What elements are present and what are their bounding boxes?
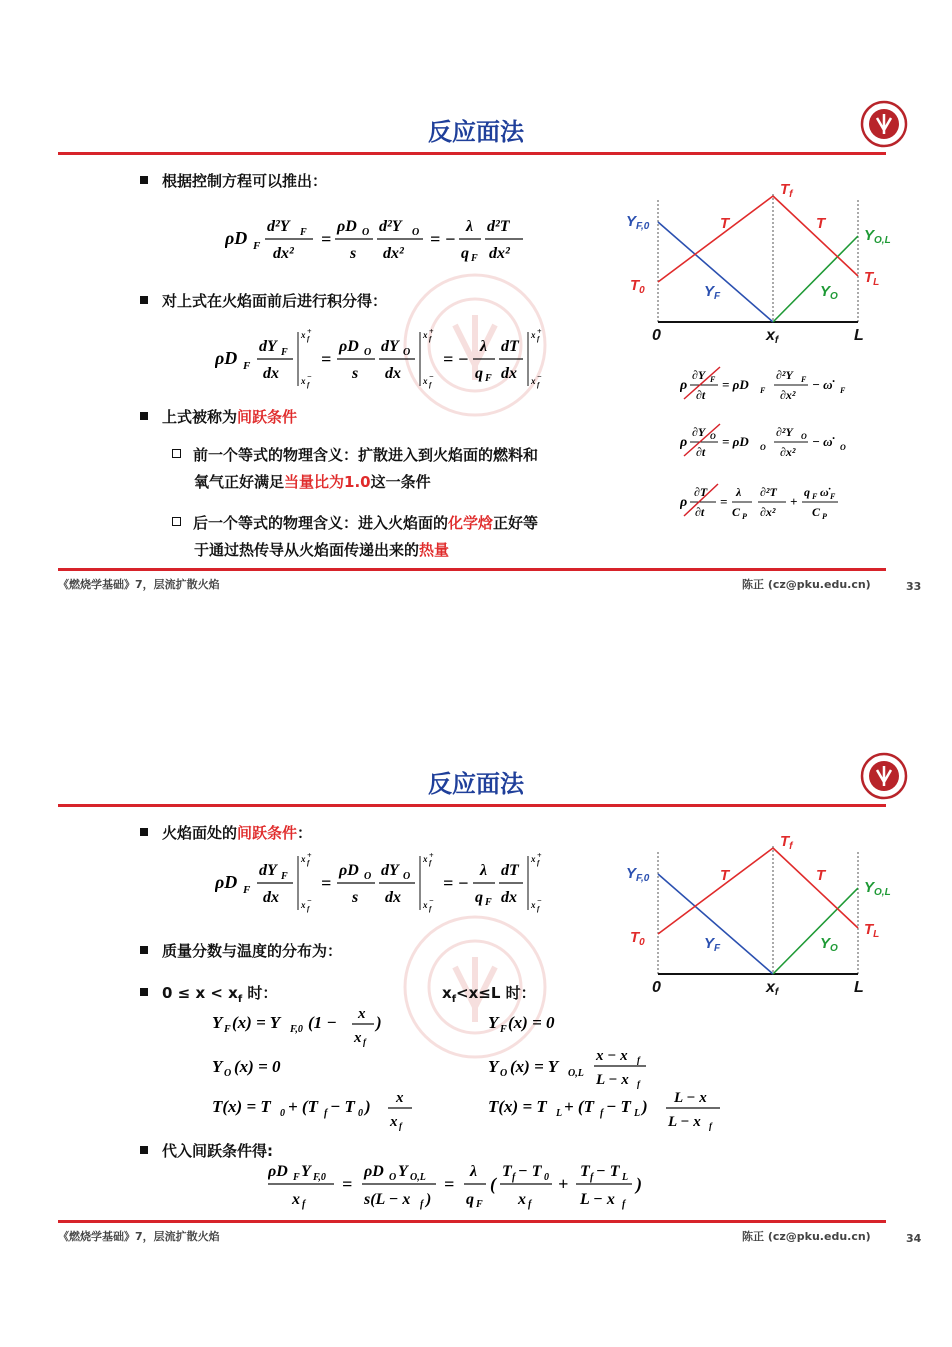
svg-text:− T: − T <box>596 1163 620 1180</box>
svg-text:YO: $Y_O$ <box>820 283 838 302</box>
svg-text:f: f <box>590 1172 594 1183</box>
flame-profile-diagram <box>620 830 900 998</box>
pku-logo <box>860 752 908 800</box>
svg-text:(1 −: (1 − <box>308 1013 337 1032</box>
svg-text:x: x <box>301 900 306 910</box>
svg-text:Y: Y <box>488 1057 499 1076</box>
footer-course: 《燃烧学基础》7，层流扩散火焰 <box>58 1230 220 1243</box>
svg-text:f: f <box>528 1199 532 1210</box>
svg-text:∂x²: ∂x² <box>780 445 796 459</box>
svg-text:f: f <box>307 335 310 343</box>
svg-text:+: + <box>307 851 312 860</box>
svg-text:x: x <box>390 1114 398 1130</box>
svg-text:f: f <box>429 335 432 343</box>
svg-text:q: q <box>466 1191 474 1208</box>
svg-text:T(x) = T: T(x) = T <box>212 1097 271 1116</box>
svg-text:(x) = 0: (x) = 0 <box>508 1013 555 1032</box>
svg-text:x: x <box>423 900 428 910</box>
svg-text:F: F <box>293 1172 300 1183</box>
svg-text:F: F <box>830 492 836 501</box>
svg-text:F: F <box>485 373 492 384</box>
pku-logo <box>860 100 908 148</box>
flame-profile-diagram <box>620 178 900 346</box>
svg-text:(: ( <box>490 1174 496 1194</box>
svg-text:=: = <box>342 1174 353 1194</box>
svg-text:O: O <box>840 443 846 452</box>
side-eq-yo <box>680 420 860 472</box>
svg-text:): ) <box>636 1174 642 1194</box>
svg-text:dx²: dx² <box>273 245 294 262</box>
svg-text:dx: dx <box>501 365 517 382</box>
svg-text:T: T <box>720 867 730 884</box>
svg-text:∂²Y: ∂²Y <box>776 368 793 382</box>
svg-text:f: f <box>637 1079 640 1089</box>
svg-text:x: x <box>518 1191 526 1208</box>
svg-text:f: f <box>307 859 310 867</box>
svg-text:x: x <box>292 1191 300 1208</box>
svg-text:T: T <box>580 1163 590 1180</box>
equation-1 <box>225 205 535 269</box>
svg-text:+: + <box>429 851 434 860</box>
svg-text:x: x <box>301 376 306 386</box>
svg-text:f: f <box>307 905 310 913</box>
svg-text:ρD: ρD <box>339 862 359 879</box>
svg-text:x: x <box>301 854 306 864</box>
svg-text:F: F <box>812 492 818 501</box>
svg-text:f: f <box>363 1037 366 1047</box>
svg-text:+ (T: + (T <box>564 1097 594 1116</box>
svg-text:= −: = − <box>443 873 469 893</box>
svg-text:∂Y: ∂Y <box>692 368 706 382</box>
svg-text:f: f <box>537 859 540 867</box>
svg-text:q: q <box>475 365 483 382</box>
svg-text:ρD: ρD <box>215 872 238 892</box>
svg-text:x: x <box>301 330 306 340</box>
svg-text:− ω̇: − ω̇ <box>812 377 833 392</box>
svg-text:f: f <box>622 1199 626 1210</box>
svg-text:): ) <box>642 1097 648 1116</box>
svg-text:O: O <box>362 227 370 238</box>
title-rule <box>58 804 886 807</box>
svg-text:TL: $T_L$ <box>864 921 880 940</box>
svg-text:Y: Y <box>212 1013 223 1032</box>
svg-text:Y: Y <box>398 1163 408 1180</box>
svg-text:−: − <box>537 896 542 905</box>
svg-text:x: x <box>354 1030 362 1046</box>
svg-text:dx: dx <box>263 365 279 382</box>
svg-text:s: s <box>352 889 359 906</box>
svg-text:T0: $T_0$ <box>630 277 645 296</box>
svg-text:O: O <box>389 1172 397 1183</box>
svg-text:ρ: ρ <box>680 378 688 393</box>
final-equation <box>268 1154 658 1220</box>
svg-text:ρ: ρ <box>680 435 688 450</box>
svg-text:x: x <box>358 1006 366 1022</box>
slide-34 <box>0 652 952 1292</box>
svg-text:∂²Y: ∂²Y <box>776 425 793 439</box>
svg-text:O: O <box>403 347 411 358</box>
svg-text:x: x <box>396 1090 404 1106</box>
svg-text:dY: dY <box>381 338 399 355</box>
svg-text:d²T: d²T <box>487 218 510 235</box>
svg-text:T: T <box>502 1163 512 1180</box>
svg-text:q: q <box>475 889 483 906</box>
svg-text:YO: $Y_O$ <box>820 935 838 954</box>
svg-text:YO,L: $Y_{O,L}$ <box>864 879 891 898</box>
svg-text:O: O <box>760 443 766 452</box>
svg-text:f: f <box>420 1199 424 1210</box>
right-condition: $x_f<x\le L$ 时： <box>442 984 536 1005</box>
svg-text:ρD: ρD <box>337 218 357 235</box>
svg-text:∂t: ∂t <box>696 388 706 402</box>
svg-text:O: O <box>412 227 420 238</box>
svg-text:− T: − T <box>330 1097 355 1116</box>
bullet-1: 火焰面处的间跃条件： <box>140 822 312 843</box>
svg-text:YO,L: $Y_{O,L}$ <box>864 227 891 246</box>
svg-text:dY: dY <box>381 862 399 879</box>
svg-text:): ) <box>365 1097 371 1116</box>
svg-text:λ: λ <box>736 485 742 499</box>
svg-text:f: f <box>324 1108 328 1119</box>
svg-text:f: f <box>429 381 432 389</box>
svg-text:O: O <box>500 1068 508 1079</box>
svg-text:F: F <box>471 253 478 264</box>
svg-text:=: = <box>720 494 728 509</box>
svg-text:0: 0 <box>652 327 661 344</box>
footer-rule <box>58 568 886 571</box>
svg-text:): ) <box>376 1013 382 1032</box>
footer-author: 陈正 (cz@pku.edu.cn) <box>742 578 871 591</box>
svg-text:T(x) = T: T(x) = T <box>488 1097 547 1116</box>
svg-text:O: O <box>224 1068 232 1079</box>
svg-text:+ (T: + (T <box>288 1097 318 1116</box>
svg-text:s: s <box>352 365 359 382</box>
svg-text:L − x: L − x <box>596 1072 629 1088</box>
svg-text:F: F <box>760 386 766 395</box>
svg-text:x − x: x − x <box>596 1048 628 1064</box>
svg-text:L: L <box>854 327 864 344</box>
svg-text:L: L <box>854 979 864 996</box>
svg-text:=: = <box>321 229 332 249</box>
svg-text:= ρD: = ρD <box>722 434 749 449</box>
svg-text:f: f <box>709 1121 712 1131</box>
side-eq-yf <box>680 363 860 415</box>
svg-text:L: L <box>622 1172 629 1183</box>
svg-text:∂²T: ∂²T <box>760 485 777 499</box>
bullet-2: 对上式在火焰面前后进行积分得： <box>140 290 387 311</box>
svg-text:T: T <box>816 867 826 884</box>
svg-text:O: O <box>364 347 372 358</box>
svg-text:f: f <box>600 1108 604 1119</box>
svg-text:F: F <box>243 360 251 372</box>
svg-text:Tf: $T_f$ <box>780 181 793 200</box>
svg-text:(x) = 0: (x) = 0 <box>234 1057 281 1076</box>
svg-text:x: x <box>423 330 428 340</box>
svg-text:L − x: L − x <box>580 1191 615 1208</box>
svg-text:=: = <box>321 873 332 893</box>
svg-text:0: 0 <box>280 1108 285 1119</box>
svg-text:∂Y: ∂Y <box>692 425 706 439</box>
svg-text:f: f <box>429 859 432 867</box>
svg-text:x: x <box>423 854 428 864</box>
svg-text:dx²: dx² <box>489 245 510 262</box>
svg-text:−: − <box>537 372 542 381</box>
svg-text:L: L <box>556 1108 563 1119</box>
svg-text:F: F <box>281 347 288 358</box>
equation-2 <box>215 324 550 398</box>
svg-text:ρD: ρD <box>339 338 359 355</box>
label-yf0: Y <box>626 213 637 230</box>
footer-rule <box>58 1220 886 1223</box>
svg-text:YF: $Y_F$ <box>704 283 721 302</box>
footer-author: 陈正 (cz@pku.edu.cn) <box>742 1230 871 1243</box>
svg-text:F: F <box>224 1024 231 1035</box>
svg-text:f: f <box>537 381 540 389</box>
svg-text:O: O <box>801 432 807 441</box>
svg-text:Y: Y <box>488 1013 499 1032</box>
svg-text:dT: dT <box>501 338 519 355</box>
svg-text:T: T <box>720 215 730 232</box>
svg-text:O,L: O,L <box>568 1068 584 1079</box>
svg-text:F: F <box>500 1024 507 1035</box>
svg-text:x: x <box>423 376 428 386</box>
svg-text:F,0: F,0 <box>313 1172 326 1183</box>
svg-text:− T: − T <box>518 1163 542 1180</box>
svg-text:dT: dT <box>501 862 519 879</box>
svg-text:dY: dY <box>259 862 277 879</box>
svg-text:(x) = Y: (x) = Y <box>232 1013 281 1032</box>
svg-text:=: = <box>321 349 332 369</box>
svg-text:O: O <box>710 432 716 441</box>
svg-text:d²Y: d²Y <box>267 218 290 235</box>
svg-text:+: + <box>558 1174 569 1194</box>
svg-text:x: x <box>531 330 536 340</box>
svg-text:F: F <box>476 1199 483 1210</box>
jump-condition-equation <box>215 848 550 922</box>
svg-text:dY: dY <box>259 338 277 355</box>
svg-text:ρD: ρD <box>215 348 238 368</box>
svg-text:T: T <box>816 215 826 232</box>
svg-text:dx: dx <box>501 889 517 906</box>
svg-text:= ρD: = ρD <box>722 377 749 392</box>
bullet-4: 代入间跃条件得: <box>140 1140 273 1161</box>
svg-text:f: f <box>537 905 540 913</box>
svg-text:d²Y: d²Y <box>379 218 402 235</box>
svg-text:s(L − x: s(L − x <box>364 1191 411 1208</box>
svg-text:ρD: ρD <box>225 228 248 248</box>
svg-text:s: s <box>350 245 357 262</box>
svg-text:=: = <box>444 1174 455 1194</box>
svg-text:0: 0 <box>652 979 661 996</box>
svg-text:dx: dx <box>385 889 401 906</box>
svg-text:F: F <box>300 227 307 238</box>
svg-text:F: F <box>243 884 251 896</box>
svg-text:dx²: dx² <box>383 245 404 262</box>
svg-text:f: f <box>302 1199 306 1210</box>
svg-text:f: f <box>637 1055 640 1065</box>
svg-text:x: x <box>531 854 536 864</box>
svg-text:L − x: L − x <box>668 1114 701 1130</box>
svg-text:ρ: ρ <box>680 495 688 510</box>
svg-text:0: 0 <box>358 1108 363 1119</box>
svg-text:YF,0: $Y_{F,0}$ <box>626 865 650 884</box>
svg-text:T0: $T_0$ <box>630 929 645 948</box>
slide-title: 反应面法 <box>428 770 524 798</box>
svg-text:−: − <box>429 896 434 905</box>
svg-text:= −: = − <box>443 349 469 369</box>
svg-text:λ: λ <box>480 862 488 879</box>
svg-text:F: F <box>253 240 261 252</box>
svg-text:Y: Y <box>212 1057 223 1076</box>
svg-text:+: + <box>307 327 312 336</box>
svg-text:TL: $T_L$ <box>864 269 880 288</box>
svg-text:C: C <box>812 505 821 519</box>
svg-text:dx: dx <box>263 889 279 906</box>
svg-text:(x) = Y: (x) = Y <box>510 1057 559 1076</box>
svg-text:P: P <box>742 512 747 521</box>
svg-text:∂t: ∂t <box>695 505 705 519</box>
svg-text:λ: λ <box>466 218 474 235</box>
svg-text:+: + <box>429 327 434 336</box>
svg-text:−: − <box>307 896 312 905</box>
svg-text:x: x <box>531 376 536 386</box>
bullet-3: 上式被称为间跃条件 <box>140 406 297 427</box>
svg-text:F,0: F,0 <box>290 1024 303 1035</box>
svg-text:F: F <box>840 386 846 395</box>
svg-text:): ) <box>426 1191 432 1208</box>
svg-text:0: 0 <box>544 1172 549 1183</box>
svg-text:ρD: ρD <box>268 1163 288 1180</box>
slide-33 <box>0 0 952 640</box>
svg-text:F: F <box>801 375 807 384</box>
svg-text:q: q <box>461 245 469 262</box>
svg-text:C: C <box>732 505 741 519</box>
svg-text:dx: dx <box>385 365 401 382</box>
svg-text:−: − <box>307 372 312 381</box>
svg-text:O: O <box>403 871 411 882</box>
svg-text:xf: xf <box>766 327 779 346</box>
svg-text:−: − <box>429 372 434 381</box>
svg-text:f: f <box>512 1172 516 1183</box>
svg-text:f: f <box>537 335 540 343</box>
sub-bullet-2: 后一个等式的物理含义：进入火焰面的化学焓正好等 于通过热传导从火焰面传递出来的热量 <box>172 510 538 564</box>
svg-text:YF: $Y_F$ <box>704 935 721 954</box>
svg-text:f: f <box>399 1121 402 1131</box>
svg-text:P: P <box>822 512 827 521</box>
svg-text:∂x²: ∂x² <box>780 388 796 402</box>
svg-text:L: L <box>634 1108 641 1119</box>
svg-text:+: + <box>537 327 542 336</box>
side-eq-t <box>680 480 860 532</box>
svg-text:F: F <box>485 897 492 908</box>
svg-text:− ω̇: − ω̇ <box>812 434 833 449</box>
distribution-equations <box>212 1004 732 1140</box>
svg-text:F: F <box>710 375 716 384</box>
svg-text:∂T: ∂T <box>694 485 708 499</box>
sub-bullet-1: 前一个等式的物理含义：扩散进入到火焰面的燃料和 氧气正好满足当量比为1.0这一条件 <box>172 442 538 496</box>
svg-text:ρD: ρD <box>364 1163 384 1180</box>
svg-text:YF,0: $Y_{F,0}$ <box>626 213 650 232</box>
svg-text:q: q <box>804 485 810 499</box>
svg-text:+: + <box>537 851 542 860</box>
svg-text:Tf: $T_f$ <box>780 833 793 852</box>
footer-course: 《燃烧学基础》7，层流扩散火焰 <box>58 578 220 591</box>
page-number: 33 <box>906 580 922 593</box>
svg-text:λ: λ <box>470 1163 478 1180</box>
svg-text:L − x: L − x <box>674 1090 707 1106</box>
svg-text:ω̇: ω̇ <box>820 485 829 499</box>
svg-text:xf: xf <box>766 979 779 998</box>
svg-text:+: + <box>790 494 798 509</box>
svg-text:= −: = − <box>430 229 456 249</box>
svg-text:F: F <box>281 871 288 882</box>
bullet-1: 根据控制方程可以推出： <box>140 170 327 191</box>
svg-text:x: x <box>531 900 536 910</box>
svg-text:− T: − T <box>606 1097 631 1116</box>
svg-text:∂t: ∂t <box>696 445 706 459</box>
svg-text:∂x²: ∂x² <box>760 505 776 519</box>
svg-text:Y: Y <box>301 1163 311 1180</box>
svg-text:O: O <box>364 871 372 882</box>
svg-text:O,L: O,L <box>410 1172 426 1183</box>
bullet-3: $0 \le x < x_f$ 时： <box>140 982 277 1005</box>
title-rule <box>58 152 886 155</box>
svg-text:λ: λ <box>480 338 488 355</box>
slide-title: 反应面法 <box>428 118 524 146</box>
svg-text:f: f <box>429 905 432 913</box>
svg-text:f: f <box>307 381 310 389</box>
page-number: 34 <box>906 1232 922 1245</box>
bullet-2: 质量分数与温度的分布为： <box>140 940 342 961</box>
